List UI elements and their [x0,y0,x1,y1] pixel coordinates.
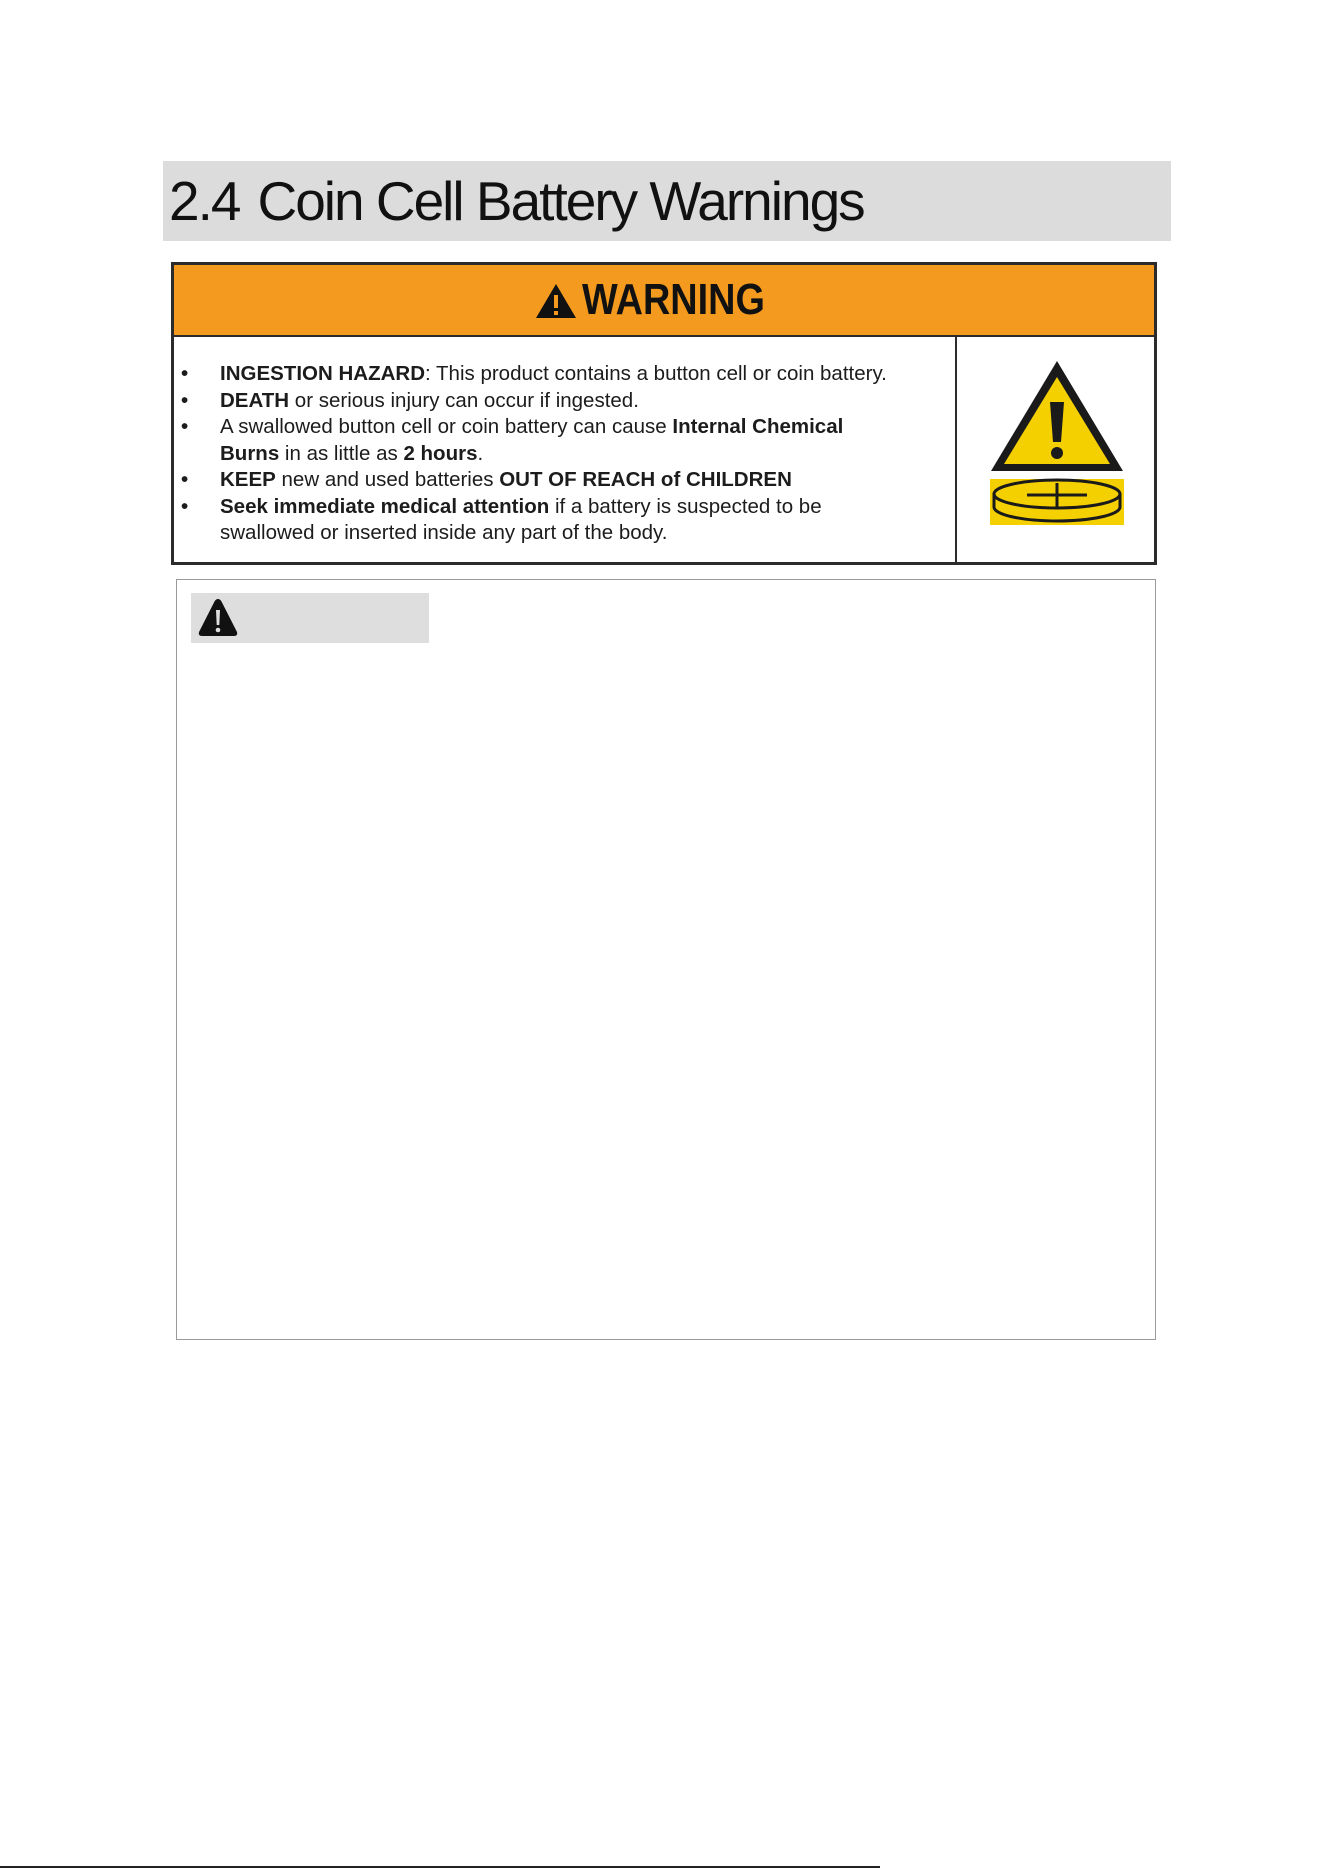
warning-text-bold: DEATH [220,388,290,412]
warning-item-continuation [220,520,887,547]
warning-text-bold: Seek immediate medical attention [220,494,550,518]
bullet: • [181,388,189,412]
warning-item [174,414,887,467]
section-number: 2.4 [169,170,240,232]
caution-panel [176,579,1156,1340]
warning-list [174,361,887,547]
warning-text: swallowed or inserted inside any part of the body. [220,521,668,544]
warning-text: or serious injury can occur if ingested. [289,388,639,412]
warning-item-continuation [220,441,887,468]
footer-rule [0,1866,880,1868]
warning-item [174,361,887,388]
section-title-text: Coin Cell Battery Warnings [257,170,864,232]
warning-text: A swallowed button cell or coin battery can cause [220,415,673,438]
hazard-triangle-icon [534,282,578,320]
warning-item [174,494,887,547]
caution-triangle-icon [197,597,239,639]
warning-text: : This product contains a button cell or coin battery. [425,362,887,385]
pictogram-cell [956,337,1154,562]
bullet: • [181,494,189,518]
warning-text-bold: Internal Chemical [672,415,844,438]
section-title [169,161,1171,241]
warning-text: if a battery is suspected to be [549,494,822,518]
warning-text: in as little as [279,441,404,465]
warning-body [174,337,957,562]
warning-item [174,467,887,494]
warning-signal-word: WARNING [581,275,765,324]
warning-text: . [477,441,484,465]
warning-text-bold: Burns [220,441,280,465]
warning-banner [174,265,1154,337]
warning-box [171,262,1157,565]
caution-tag [191,593,429,643]
warning-text-bold: KEEP [220,468,276,491]
coin-battery-hazard-icon [987,357,1127,527]
section-header [163,161,1171,241]
bullet: • [181,362,189,385]
warning-text-bold: 2 hours [403,441,478,465]
warning-item [174,388,887,415]
warning-text-bold: OUT OF REACH of CHILDREN [499,468,792,491]
warning-text: new and used batteries [275,468,500,491]
bullet: • [181,415,189,438]
warning-text-bold: INGESTION HAZARD [220,362,425,385]
bullet: • [181,468,189,491]
